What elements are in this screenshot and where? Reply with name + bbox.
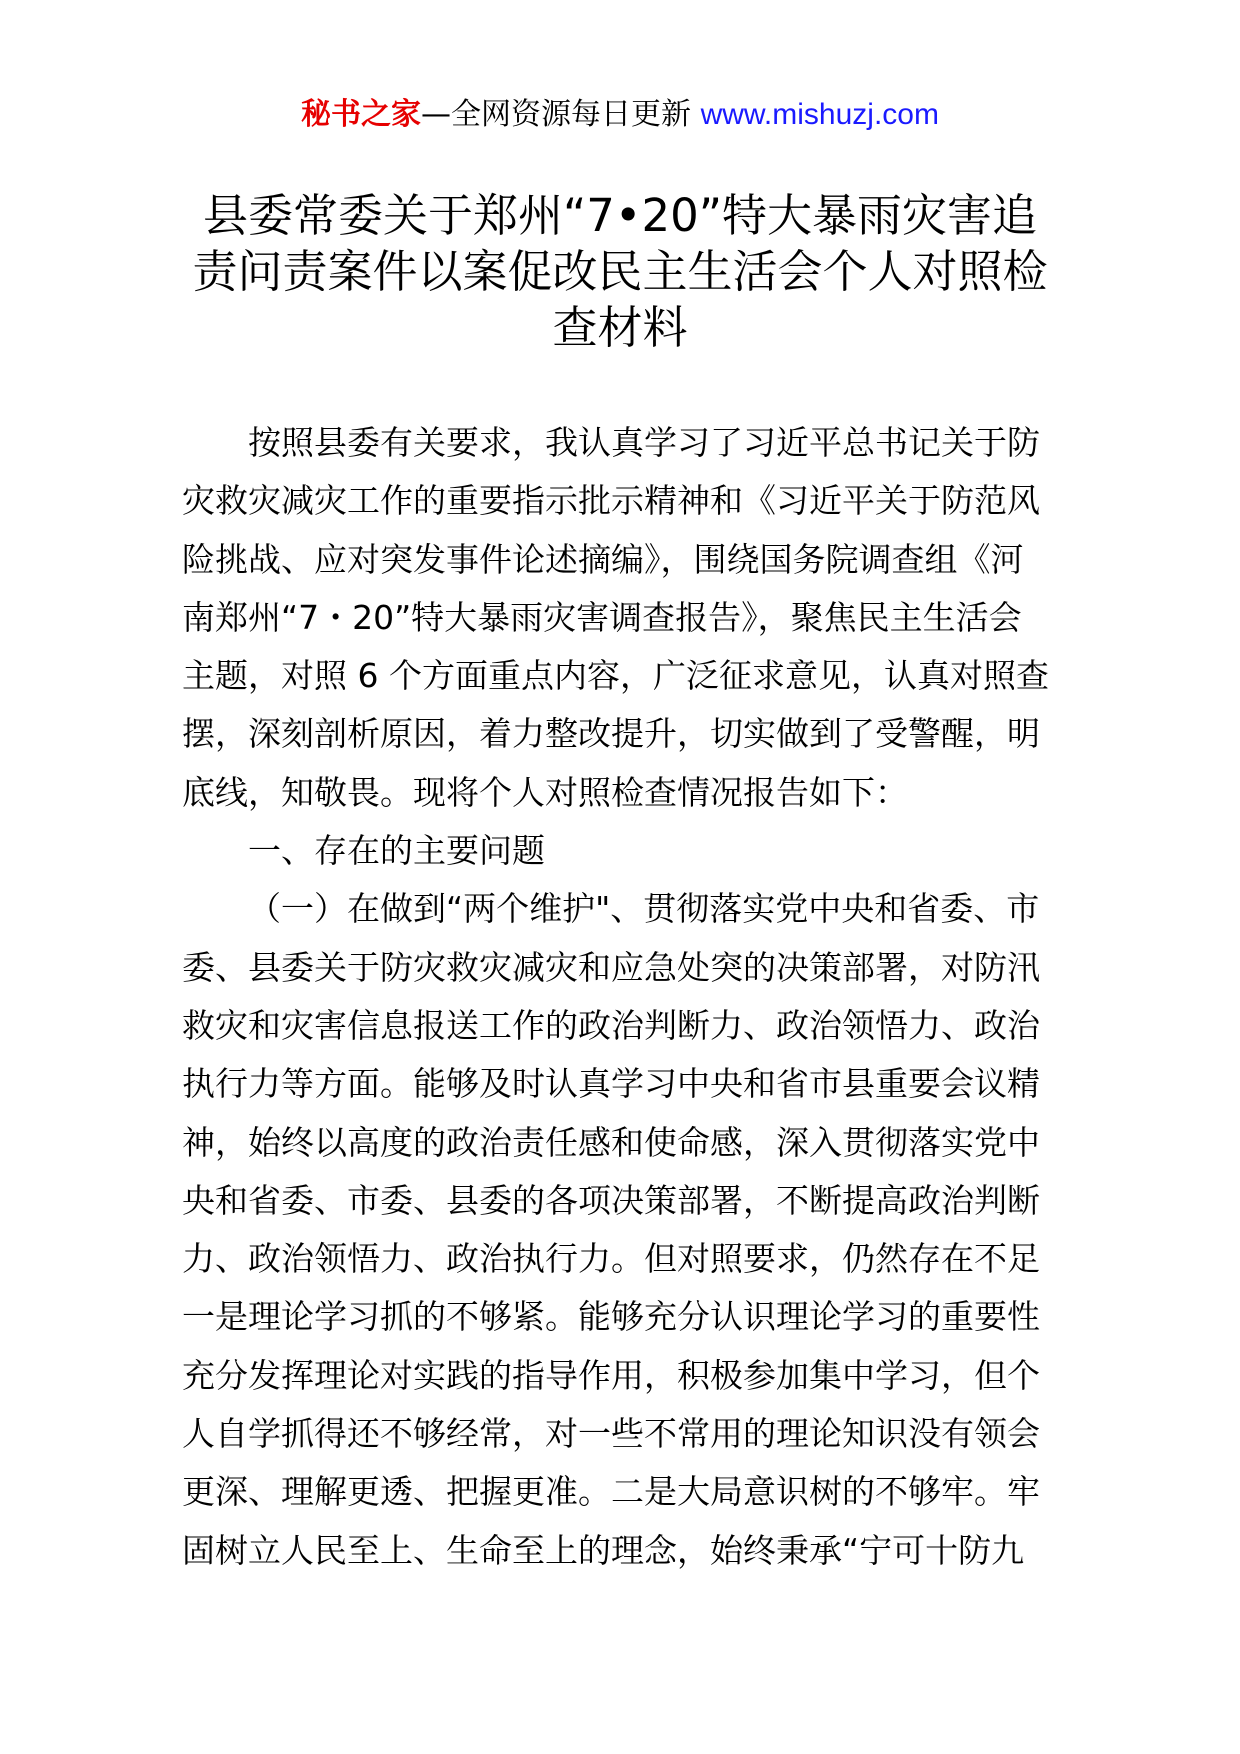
site-tagline: —全网资源每日更新	[421, 97, 701, 132]
body-line: 央和省委、市委、县委的各项决策部署，不断提高政治判断	[182, 1180, 1040, 1220]
body-line: 险挑战、应对突发事件论述摘编》，围绕国务院调查组《河	[182, 539, 1024, 579]
body-line: 灾救灾减灾工作的重要指示批示精神和《习近平关于防范风	[182, 481, 1040, 521]
body-line: （一）在做到“两个维护"、贯彻落实党中央和省委、市	[248, 889, 1040, 929]
body-line: 固树立人民至上、生命至上的理念，始终秉承“宁可十防九	[182, 1530, 1025, 1570]
section-heading: 一、存在的主要问题	[248, 831, 545, 871]
title-line: 县委常委关于郑州“7•20”特大暴雨灾害追	[202, 189, 1038, 242]
site-header	[0, 95, 1240, 135]
body-line: 底线，知敬畏。现将个人对照检查情况报告如下：	[182, 772, 908, 812]
document-body	[182, 414, 1062, 1580]
body-line: 更深、理解更透、把握更准。二是大局意识树的不够牢。牢	[182, 1472, 1040, 1512]
body-line: 按照县委有关要求，我认真学习了习近平总书记关于防	[248, 423, 1040, 462]
document-title	[150, 188, 1090, 356]
body-line: 南郑州“7・20”特大暴雨灾害调查报告》，聚焦民主生活会	[182, 597, 1022, 637]
body-line: 委、县委关于防灾救灾减灾和应急处突的决策部署，对防汛	[182, 947, 1040, 987]
title-line: 责问责案件以案促改民主生活会个人对照检	[192, 245, 1048, 298]
site-url-link[interactable]: www.mishuzj.com	[700, 98, 939, 131]
body-line: 力、政治领悟力、政治执行力。但对照要求，仍然存在不足	[182, 1239, 1040, 1279]
body-line: 摆，深刻剖析原因，着力整改提升，切实做到了受警醒，明	[182, 714, 1040, 754]
body-line: 救灾和灾害信息报送工作的政治判断力、政治领悟力、政治	[182, 1005, 1040, 1045]
body-line: 神，始终以高度的政治责任感和使命感，深入贯彻落实党中	[182, 1122, 1040, 1162]
body-line: 充分发挥理论对实践的指导作用，积极参加集中学习，但个	[182, 1355, 1040, 1395]
title-line: 查材料	[552, 301, 688, 354]
body-line: 主题，对照 6 个方面重点内容，广泛征求意见，认真对照查	[182, 656, 1049, 696]
site-brand: 秘书之家	[301, 97, 422, 132]
body-line: 人自学抓得还不够经常，对一些不常用的理论知识没有领会	[182, 1414, 1040, 1454]
body-line: 执行力等方面。能够及时认真学习中央和省市县重要会议精	[182, 1064, 1040, 1104]
body-line: 一是理论学习抓的不够紧。能够充分认识理论学习的重要性	[182, 1297, 1040, 1337]
